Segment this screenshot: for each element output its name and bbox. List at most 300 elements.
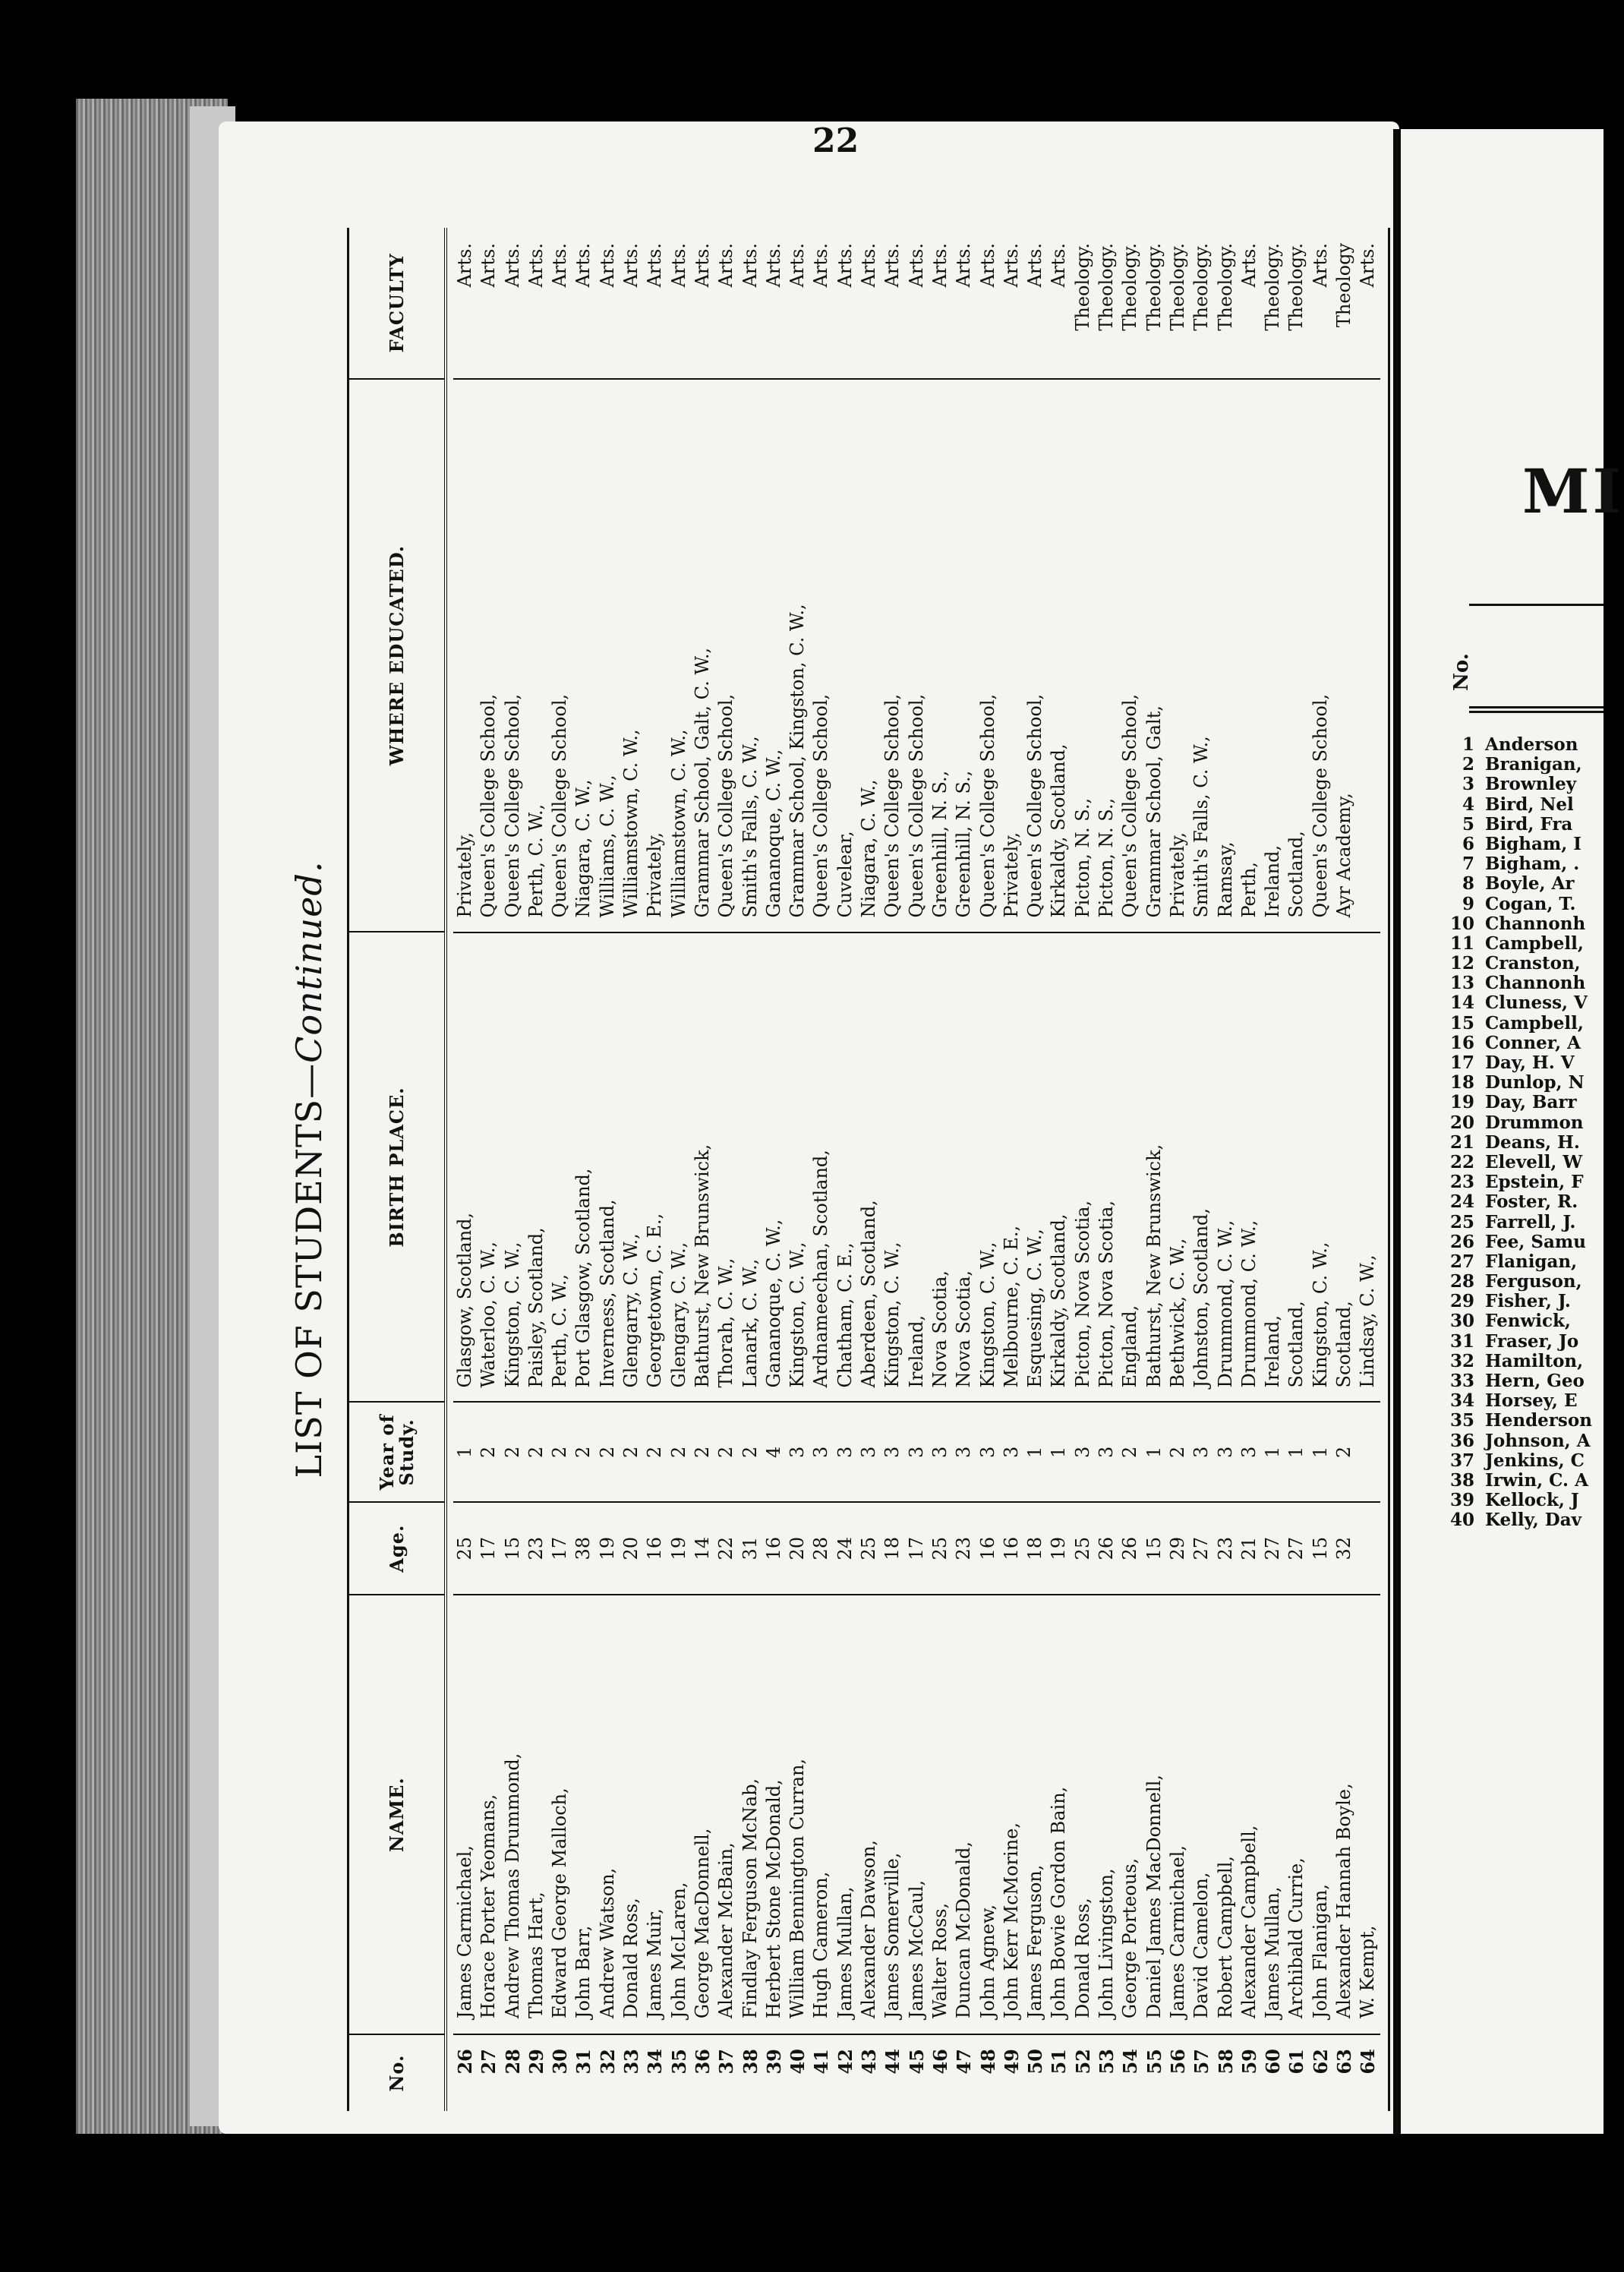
table-row: [786, 228, 809, 2111]
student-name: Robert Campbell,: [1214, 1595, 1238, 2035]
table-row: [1309, 228, 1332, 2111]
right-list-number: 15: [1449, 1012, 1474, 1033]
row-number: 60: [1262, 2049, 1285, 2075]
table-row: [1071, 228, 1095, 2111]
right-list-name: Bird, Fra: [1485, 813, 1573, 835]
right-list-number: 25: [1449, 1211, 1474, 1232]
student-name: W. Kempt,: [1356, 1595, 1380, 2035]
year-of-study: 2: [739, 1403, 762, 1504]
right-list-name: Dunlop, N: [1485, 1072, 1585, 1093]
right-list-item: [1443, 1311, 1604, 1331]
where-educated: Niagara, C. W.,: [572, 380, 595, 933]
right-list-item: [1443, 775, 1604, 794]
student-name: Andrew Watson,: [596, 1595, 620, 2035]
faculty: Arts.: [1047, 228, 1071, 380]
student-age: 25: [929, 1503, 952, 1595]
row-number: 63: [1332, 2049, 1355, 2075]
row-number: 37: [715, 2049, 738, 2075]
table-row: [1023, 228, 1047, 2111]
right-list-name: Brownley: [1485, 774, 1577, 795]
table-row: [1214, 228, 1238, 2111]
faculty: Arts.: [976, 228, 1000, 380]
row-number: 42: [834, 2049, 856, 2075]
right-list-number: 17: [1449, 1052, 1474, 1073]
table-row: [976, 228, 1000, 2111]
birth-place: Inverness, Scotland,: [596, 933, 620, 1403]
right-list-item: [1443, 1192, 1604, 1212]
right-list-number: 7: [1462, 854, 1474, 875]
right-list-item: [1443, 854, 1604, 874]
student-name: Thomas Hart,: [525, 1595, 548, 2035]
student-name: Alexander Hannah Boyle,: [1332, 1595, 1356, 2035]
year-of-study: 1: [453, 1403, 477, 1504]
table-row: [596, 228, 620, 2111]
student-age: 17: [905, 1503, 929, 1595]
right-list-name: Johnson, A: [1485, 1430, 1591, 1451]
right-list-item: [1443, 1471, 1604, 1491]
faculty: Arts.: [834, 228, 857, 380]
right-list-item: [1443, 1093, 1604, 1112]
right-list-number: 4: [1462, 794, 1474, 815]
year-of-study: 1: [1047, 1403, 1071, 1504]
student-name: Edward George Malloch,: [548, 1595, 572, 2035]
table-row: [477, 228, 500, 2111]
student-name: John Barr,: [572, 1595, 595, 2035]
where-educated: Privately,: [643, 380, 667, 933]
where-educated: Smith's Falls, C. W.,: [739, 380, 762, 933]
student-age: 23: [1214, 1503, 1238, 1595]
right-list-number: 36: [1449, 1430, 1474, 1451]
row-number: 49: [1000, 2049, 1023, 2075]
birth-place: Nova Scotia,: [952, 933, 976, 1403]
faculty: Arts.: [1309, 228, 1332, 380]
student-name: Hugh Cameron,: [809, 1595, 833, 2035]
faculty: Arts.: [548, 228, 572, 380]
year-of-study: 3: [786, 1403, 809, 1504]
faculty: Arts.: [786, 228, 809, 380]
faculty: Theology.: [1118, 228, 1142, 380]
row-number: 54: [1119, 2049, 1142, 2075]
row-number: 40: [787, 2049, 809, 2075]
right-list-name: Foster, R.: [1485, 1191, 1578, 1213]
title-main: LIST OF STUDENTS—: [289, 1062, 330, 1478]
faculty: Arts.: [501, 228, 525, 380]
birth-place: Ardnameechan, Scotland,: [809, 933, 833, 1403]
right-list-name: Deans, H.: [1485, 1131, 1580, 1153]
birth-place: Georgetown, C. E.,: [643, 933, 667, 1403]
row-number: 41: [810, 2049, 833, 2075]
birth-place: Johnston, Scotland,: [1190, 933, 1213, 1403]
right-page-no-header: No.: [1449, 653, 1473, 691]
birth-place: Kirkaldy, Scotland,: [1047, 933, 1071, 1403]
right-list-number: 28: [1449, 1271, 1474, 1292]
faculty: Arts.: [952, 228, 976, 380]
right-list-item: [1443, 1073, 1604, 1093]
student-age: 20: [786, 1503, 809, 1595]
right-list-name: Bigham, I: [1485, 833, 1581, 854]
student-age: 27: [1261, 1503, 1285, 1595]
header-no: No.: [385, 2054, 408, 2092]
right-list-name: Channonh: [1485, 973, 1586, 994]
table-row: [857, 228, 881, 2111]
table-header: [349, 228, 447, 2111]
faculty: Arts.: [929, 228, 952, 380]
right-list-item: [1443, 973, 1604, 993]
right-list-number: 39: [1449, 1490, 1474, 1511]
table-row: [453, 228, 477, 2111]
where-educated: Cuvelear,: [834, 380, 857, 933]
right-list-item: [1443, 1014, 1604, 1033]
birth-place: Drummond, C. W.,: [1214, 933, 1238, 1403]
table-row: [1166, 228, 1190, 2111]
header-name: NAME.: [349, 1595, 444, 2035]
birth-place: Waterloo, C. W.,: [477, 933, 500, 1403]
where-educated: Queen's College School,: [905, 380, 929, 933]
student-name: James Carmichael,: [1166, 1595, 1190, 2035]
birth-place: Kingston, C. W.,: [1309, 933, 1332, 1403]
student-age: 27: [1190, 1503, 1213, 1595]
student-name: Alexander Dawson,: [857, 1595, 881, 2035]
table-row: [1238, 228, 1261, 2111]
right-list-item: [1443, 1411, 1604, 1431]
right-list-item: [1443, 1431, 1604, 1451]
row-number: 52: [1071, 2049, 1094, 2075]
student-age: 38: [572, 1503, 595, 1595]
birth-place: Aberdeen, Scotland,: [857, 933, 881, 1403]
row-number: 64: [1357, 2049, 1380, 2075]
row-number: 32: [596, 2049, 619, 2075]
student-name: George Porteous,: [1118, 1595, 1142, 2035]
birth-place: Kingston, C. W.,: [881, 933, 904, 1403]
faculty: Theology.: [1285, 228, 1308, 380]
student-list-rotated: [286, 228, 1380, 2111]
right-list-name: Bigham, .: [1485, 854, 1580, 875]
table-row: [1356, 228, 1380, 2111]
row-number: 53: [1096, 2049, 1118, 2075]
right-list-item: [1443, 735, 1604, 755]
student-age: 19: [596, 1503, 620, 1595]
student-name: James Mullan,: [1261, 1595, 1285, 2035]
where-educated: Greenhill, N. S.,: [952, 380, 976, 933]
right-list-number: 13: [1449, 973, 1474, 994]
right-list-item: [1443, 895, 1604, 914]
student-age: 21: [1238, 1503, 1261, 1595]
birth-place: Picton, Nova Scotia,: [1095, 933, 1118, 1403]
right-list-name: Hamilton,: [1485, 1350, 1584, 1371]
where-educated: Kirkaldy, Scotland,: [1047, 380, 1071, 933]
right-list-item: [1443, 755, 1604, 775]
faculty: Arts.: [643, 228, 667, 380]
faculty: Arts.: [809, 228, 833, 380]
table-row: [525, 228, 548, 2111]
right-list-name: Branigan,: [1485, 754, 1582, 775]
student-name: John Bowie Gordon Bain,: [1047, 1595, 1071, 2035]
student-age: 24: [834, 1503, 857, 1595]
student-age: 23: [952, 1503, 976, 1595]
birth-place: Bathurst, New Brunswick,: [1143, 933, 1166, 1403]
student-age: 31: [739, 1503, 762, 1595]
student-name: Horace Porter Yeomans,: [477, 1595, 500, 2035]
right-list-number: 21: [1449, 1131, 1474, 1153]
table-row: [620, 228, 643, 2111]
where-educated: Scotland,: [1285, 380, 1308, 933]
right-list-number: 14: [1449, 992, 1474, 1014]
right-list-number: 29: [1449, 1291, 1474, 1312]
birth-place: Kingston, C. W.,: [786, 933, 809, 1403]
where-educated: Smith's Falls, C. W.,: [1190, 380, 1213, 933]
where-educated: Queen's College School,: [501, 380, 525, 933]
row-number: 26: [454, 2049, 476, 2075]
where-educated: Gananoque, C. W.,: [762, 380, 786, 933]
where-educated: Queen's College School,: [1118, 380, 1142, 933]
right-list-name: Ferguson,: [1485, 1271, 1582, 1292]
year-of-study: 3: [976, 1403, 1000, 1504]
student-age: 26: [1118, 1503, 1142, 1595]
birth-place: Thorah, C. W.,: [714, 933, 738, 1403]
row-number: 33: [620, 2049, 643, 2075]
birth-place: Melbourne, C. E.,: [1000, 933, 1023, 1403]
right-list-number: 24: [1449, 1191, 1474, 1213]
where-educated: Queen's College School,: [548, 380, 572, 933]
right-list-name: Channonh: [1485, 913, 1586, 934]
student-name: George MacDonnell,: [691, 1595, 714, 2035]
birth-place: Bathurst, New Brunswick,: [691, 933, 714, 1403]
faculty: Arts.: [691, 228, 714, 380]
faculty: Theology.: [1143, 228, 1166, 380]
student-name: Donald Ross,: [1071, 1595, 1095, 2035]
table-row: [834, 228, 857, 2111]
year-of-study: 3: [1214, 1403, 1238, 1504]
year-of-study: 3: [1095, 1403, 1118, 1504]
birth-place: Glengarry, C. W.,: [620, 933, 643, 1403]
birth-place: Paisley, Scotland,: [525, 933, 548, 1403]
header-birth-place: BIRTH PLACE.: [349, 932, 444, 1403]
where-educated: Privately,: [453, 380, 477, 933]
year-of-study: [1356, 1403, 1380, 1504]
year-of-study: 3: [809, 1403, 833, 1504]
student-age: 25: [857, 1503, 881, 1595]
student-age: 14: [691, 1503, 714, 1595]
faculty: Arts.: [453, 228, 477, 380]
student-name: David Camelon,: [1190, 1595, 1213, 2035]
student-name: Alexander McBain,: [714, 1595, 738, 2035]
right-list-number: 30: [1449, 1311, 1474, 1332]
faculty: Arts.: [714, 228, 738, 380]
birth-place: Ireland,: [1261, 933, 1285, 1403]
right-page-rule-mid: [1469, 706, 1604, 708]
student-age: 25: [1071, 1503, 1095, 1595]
faculty: Arts.: [667, 228, 691, 380]
right-list-name: Drummon: [1485, 1112, 1584, 1133]
right-list-name: Hern, Geo: [1485, 1371, 1585, 1391]
birth-place: Kingston, C. W.,: [976, 933, 1000, 1403]
student-age: 22: [714, 1503, 738, 1595]
student-name: John Livingston,: [1095, 1595, 1118, 2035]
student-age: 32: [1332, 1503, 1356, 1595]
year-of-study: 3: [929, 1403, 952, 1504]
header-faculty: FACULTY: [349, 228, 444, 380]
right-list-number: 10: [1449, 913, 1474, 934]
right-list-item: [1443, 1232, 1604, 1252]
row-number: 31: [572, 2049, 595, 2075]
year-of-study: 3: [857, 1403, 881, 1504]
row-number: 34: [644, 2049, 667, 2075]
right-list-number: 11: [1449, 932, 1474, 954]
year-of-study: 2: [714, 1403, 738, 1504]
right-list-name: Campbell,: [1485, 1012, 1584, 1033]
student-age: 16: [1000, 1503, 1023, 1595]
table-row: [881, 228, 904, 2111]
row-number: 61: [1285, 2049, 1308, 2075]
birth-place: Bethwick, C. W.,: [1166, 933, 1190, 1403]
title-continued: Continued.: [289, 860, 330, 1063]
row-number: 56: [1166, 2049, 1189, 2075]
faculty: Arts.: [1000, 228, 1023, 380]
row-number: 50: [1024, 2049, 1047, 2075]
right-list-item: [1443, 1153, 1604, 1172]
right-list-item: [1443, 835, 1604, 854]
where-educated: Grammar School, Galt, C. W.,: [691, 380, 714, 933]
right-list-name: Horsey, E: [1485, 1390, 1578, 1412]
right-list-item: [1443, 1491, 1604, 1510]
header-where-educated: WHERE EDUCATED.: [349, 380, 444, 933]
row-number: 46: [929, 2049, 951, 2075]
right-list-item: [1443, 1371, 1604, 1391]
right-list-name: Bird, Nel: [1485, 794, 1574, 815]
where-educated: Ramsay,: [1214, 380, 1238, 933]
row-number: 43: [858, 2049, 881, 2075]
right-list-number: 31: [1449, 1330, 1474, 1352]
faculty: Theology.: [1095, 228, 1118, 380]
faculty: Theology.: [1190, 228, 1213, 380]
right-list-number: 2: [1462, 754, 1474, 775]
right-list-name: Henderson: [1485, 1410, 1592, 1431]
row-number: 48: [976, 2049, 999, 2075]
table-row: [572, 228, 595, 2111]
student-age: 16: [643, 1503, 667, 1595]
birth-place: Scotland,: [1285, 933, 1308, 1403]
right-list-name: Fee, Samu: [1485, 1231, 1586, 1252]
faculty: Arts.: [739, 228, 762, 380]
student-name: John Agnew,: [976, 1595, 1000, 2035]
right-list-name: Kelly, Dav: [1485, 1510, 1581, 1531]
faculty: Arts.: [477, 228, 500, 380]
birth-place: Scotland,: [1332, 933, 1356, 1403]
year-of-study: 1: [1023, 1403, 1047, 1504]
table-row: [643, 228, 667, 2111]
right-page-list: [1443, 735, 1604, 1531]
row-number: 38: [739, 2049, 762, 2075]
right-list-name: Cluness, V: [1485, 992, 1588, 1014]
right-list-name: Campbell,: [1485, 932, 1584, 954]
table-row: [667, 228, 691, 2111]
student-name: William Bennington Curran,: [786, 1595, 809, 2035]
right-list-item: [1443, 1451, 1604, 1471]
year-of-study: 2: [1118, 1403, 1142, 1504]
right-list-number: 5: [1462, 813, 1474, 835]
row-number: 55: [1143, 2049, 1165, 2075]
table-row: [1095, 228, 1118, 2111]
table-row: [809, 228, 833, 2111]
student-age: 28: [809, 1503, 833, 1595]
table-row: [1047, 228, 1071, 2111]
right-page-title: MI: [1522, 456, 1624, 527]
student-name: Findlay Ferguson McNab,: [739, 1595, 762, 2035]
year-of-study: 2: [548, 1403, 572, 1504]
right-list-number: 34: [1449, 1390, 1474, 1412]
where-educated: Perth,: [1238, 380, 1261, 933]
faculty: Arts.: [905, 228, 929, 380]
right-list-item: [1443, 1510, 1604, 1530]
student-age: 17: [548, 1503, 572, 1595]
row-number: 58: [1214, 2049, 1237, 2075]
birth-place: Lanark, C. W.,: [739, 933, 762, 1403]
year-of-study: 3: [1190, 1403, 1213, 1504]
student-age: 15: [1143, 1503, 1166, 1595]
table-row: [1118, 228, 1142, 2111]
faculty: Theology.: [1214, 228, 1238, 380]
students-table: [347, 228, 1390, 2111]
right-list-item: [1443, 993, 1604, 1013]
row-number: 30: [549, 2049, 572, 2075]
right-list-number: 19: [1449, 1092, 1474, 1113]
row-number: 62: [1309, 2049, 1332, 2075]
year-of-study: 3: [1238, 1403, 1261, 1504]
student-age: 27: [1285, 1503, 1308, 1595]
student-name: John Flanigan,: [1309, 1595, 1332, 2035]
faculty: Arts.: [1356, 228, 1380, 380]
right-list-item: [1443, 1133, 1604, 1153]
student-name: Duncan McDonald,: [952, 1595, 976, 2035]
right-list-name: Day, H. V: [1485, 1052, 1575, 1073]
where-educated: Williamstown, C. W.,: [620, 380, 643, 933]
student-name: John Kerr McMorine,: [1000, 1595, 1023, 2035]
where-educated: Queen's College School,: [477, 380, 500, 933]
where-educated: Ayr Academy,: [1332, 380, 1356, 933]
year-of-study: 2: [477, 1403, 500, 1504]
right-list-item: [1443, 1391, 1604, 1411]
right-list-item: [1443, 1332, 1604, 1352]
year-of-study: 2: [691, 1403, 714, 1504]
row-number: 44: [881, 2049, 904, 2075]
year-of-study: 3: [834, 1403, 857, 1504]
where-educated: Queen's College School,: [881, 380, 904, 933]
right-list-name: Epstein, F: [1485, 1172, 1584, 1193]
table-row: [905, 228, 929, 2111]
faculty: Theology.: [1071, 228, 1095, 380]
right-list-number: 38: [1449, 1469, 1474, 1491]
right-list-number: 18: [1449, 1072, 1474, 1093]
right-list-name: Cogan, T.: [1485, 893, 1576, 914]
right-list-item: [1443, 1272, 1604, 1292]
header-age: Age.: [349, 1503, 444, 1595]
table-row: [952, 228, 976, 2111]
right-list-number: 9: [1462, 893, 1474, 914]
student-age: 15: [501, 1503, 525, 1595]
faculty: Arts.: [1238, 228, 1261, 380]
faculty: Theology.: [1261, 228, 1285, 380]
year-of-study: 3: [1000, 1403, 1023, 1504]
right-list-name: Kellock, J: [1485, 1490, 1579, 1511]
student-name: James Somerville,: [881, 1595, 904, 2035]
faculty: Arts.: [572, 228, 595, 380]
table-row: [1000, 228, 1023, 2111]
year-of-study: 1: [1285, 1403, 1308, 1504]
year-of-study: 2: [525, 1403, 548, 1504]
birth-place: Nova Scotia,: [929, 933, 952, 1403]
where-educated: Niagara, C. W.,: [857, 380, 881, 933]
page-number: 22: [812, 121, 859, 160]
